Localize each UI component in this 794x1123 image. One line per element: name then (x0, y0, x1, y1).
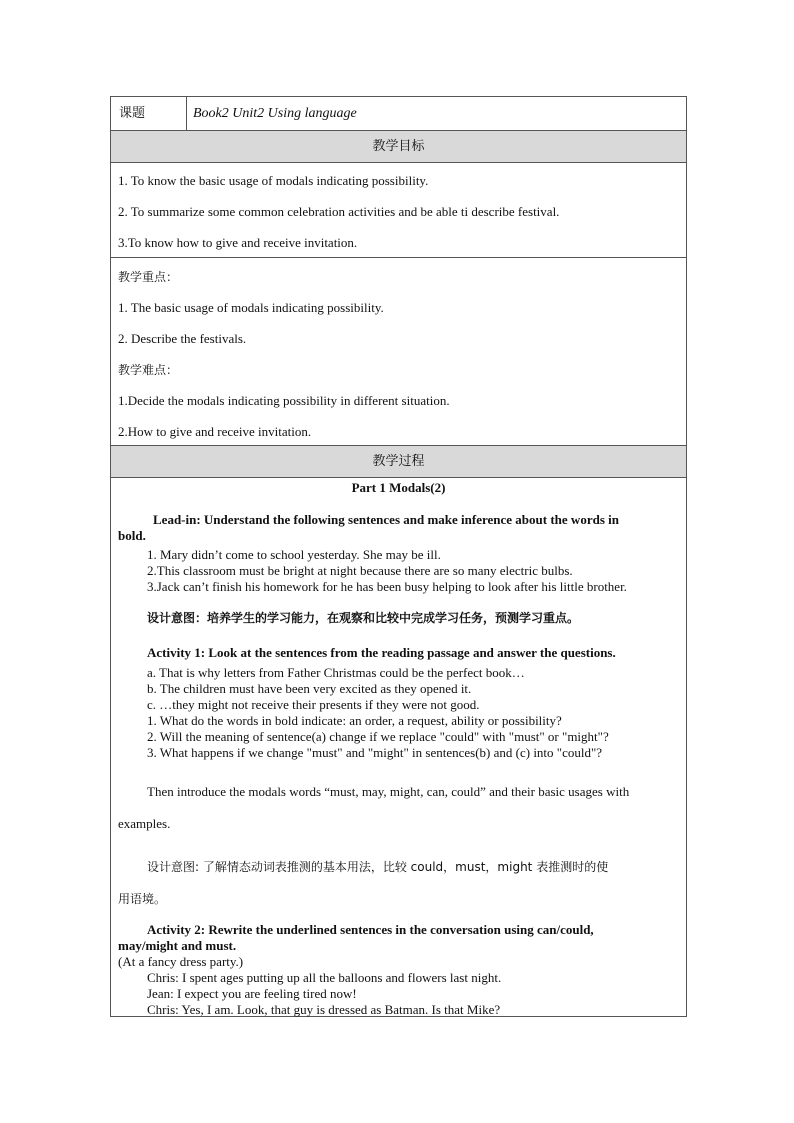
objective-item: 2. To summarize some common celebration activities and be able ti describe festival. (118, 204, 560, 219)
activity2-instruction-cont: may/might and must. (118, 938, 237, 953)
design-intent-1: 设计意图：培养学生的学习能力，在观察和比较中完成学习任务，预测学习重点。 (147, 611, 580, 625)
key-point-item: 1. The basic usage of modals indicating possibility. (118, 300, 384, 315)
lesson-plan-table (110, 96, 687, 1017)
focus-row (111, 257, 686, 445)
key-point-item: 2. Describe the festivals. (118, 331, 247, 346)
difficult-point-item: 2.How to give and receive invitation. (118, 424, 312, 439)
leadin-item: 3.Jack can’t finish his homework for he has been busy helping to look after his little brother. (147, 579, 627, 594)
leadin-item: 2.This classroom must be bright at night because there are so many electric bulbs. (147, 563, 573, 578)
header-row (111, 97, 686, 130)
leadin-item: 1. Mary didn’t come to school yesterday. She may be ill. (147, 547, 441, 562)
objective-item: 3.To know how to give and receive invitation. (118, 235, 358, 250)
objectives-heading-row (111, 130, 686, 162)
activity1-question: 1. What do the words in bold indicate: an order, a request, ability or possibility? (147, 713, 562, 728)
activity1-item: b. The children must have been very excited as they opened it. (147, 681, 472, 696)
activity1-label: Activity 1 (147, 645, 201, 660)
lesson-title: Book2 Unit2 Using language (193, 106, 357, 121)
topic-label: 课题 (119, 106, 146, 121)
key-points-label: 教学重点： (118, 270, 179, 284)
activity2-context: (At a fancy dress party.) (118, 954, 244, 969)
activity2-instruction: Activity 2: Rewrite the underlined sentences in the conversation using can/could, (147, 922, 594, 937)
objectives-heading: 教学目标 (372, 139, 425, 154)
objectives-row (111, 162, 686, 257)
dialogue-line: Jean: I expect you are feeling tired now! (147, 986, 357, 1001)
dialogue-line: Chris: Yes, I am. Look, that guy is dressed as Batman. Is that Mike? (147, 1002, 501, 1017)
leadin-instruction: Lead-in: Understand the following sentences and make inference about the words in (153, 512, 619, 527)
objective-item: 1. To know the basic usage of modals indicating possibility. (118, 173, 429, 188)
difficult-point-item: 1.Decide the modals indicating possibility in different situation. (118, 393, 450, 408)
activity1-question: 2. Will the meaning of sentence(a) change if we replace "could" with "must" or "might"? (147, 729, 609, 744)
leadin-instruction-cont: bold. (118, 528, 146, 543)
difficult-points-label: 教学难点： (118, 363, 179, 377)
process-heading-row (111, 445, 686, 477)
dialogue-line: Chris: I spent ages putting up all the balloons and flowers last night. (147, 970, 502, 985)
process-row (111, 477, 686, 1016)
activity1-instruction (147, 645, 616, 661)
header-divider (186, 97, 187, 130)
activity1-item: c. …they might not receive their presents if they were not good. (147, 697, 480, 712)
part-title: Part 1 Modals(2) (351, 480, 446, 495)
design-intent-2: 设计意图: 了解情态动词表推测的基本用法，比较 could，must，might 表推测时的使 (147, 860, 609, 874)
activity1-text: : Look at the sentences from the reading passage and answer the questions. (200, 645, 616, 660)
intro-text-cont: examples. (118, 816, 171, 831)
activity1-question: 3. What happens if we change "must" and "might" in sentences(b) and (c) into "could"? (147, 745, 603, 760)
intro-text: Then introduce the modals words “must, may, might, can, could” and their basic usages with (147, 784, 630, 799)
process-heading: 教学过程 (372, 454, 425, 469)
design-intent-2-cont: 用语境。 (118, 892, 167, 906)
activity1-item: a. That is why letters from Father Christmas could be the perfect book… (147, 665, 525, 680)
